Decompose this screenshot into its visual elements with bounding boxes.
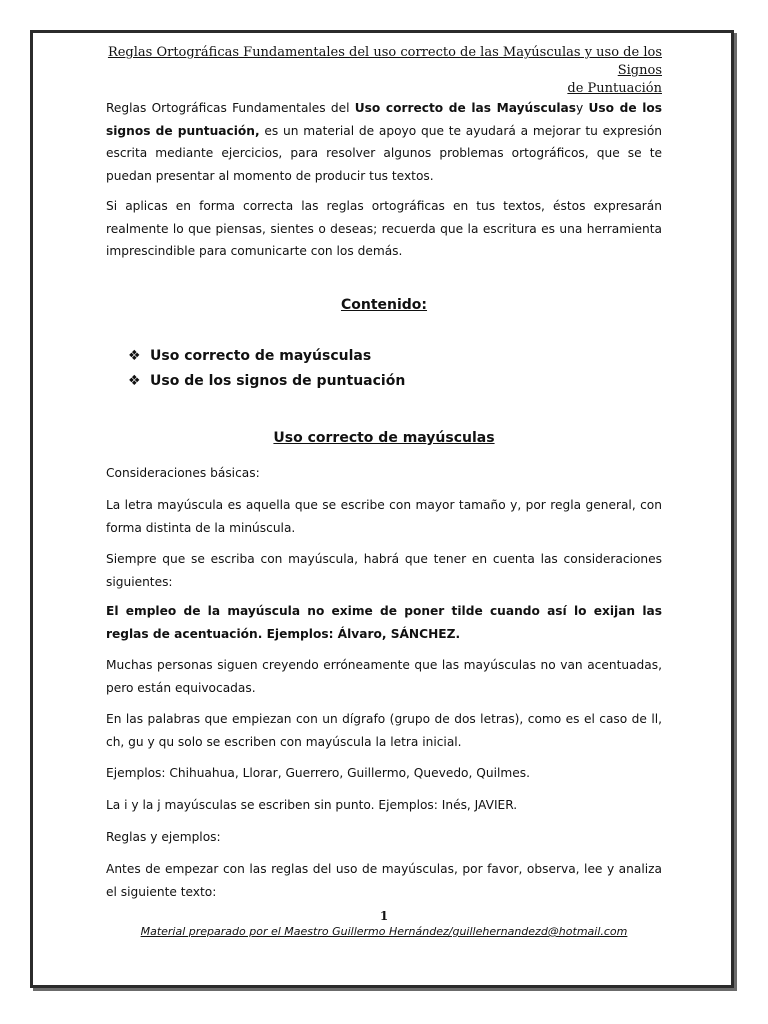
section-paragraph [106,858,662,903]
section-paragraph [106,762,662,785]
intro-paragraph-1 [106,97,662,187]
section-paragraph [106,548,662,593]
intro-text: es un material de apoyo que te ayudará a mejorar tu expresión escrita mediante ejercicios, para resolver algunos problemas ortográficos, que se te puedan presentar al momento de producir tus textos. [106,123,662,183]
list-item-label: Uso correcto de mayúsculas [150,347,372,364]
paragraph-text: La letra mayúscula es aquella que se escribe con mayor tamaño y, por regla general, con forma distinta de la minúscula. [106,498,662,535]
paragraph-text: Muchas personas siguen creyendo erróneamente que las mayúsculas no van acentuadas, pero están equivocadas. [106,658,662,695]
section-paragraph [106,494,662,539]
section-paragraph [106,600,662,645]
contents-list [128,343,405,393]
paragraph-text: En las palabras que empiezan con un dígrafo (grupo de dos letras), como es el caso de ll, ch, gu y qu solo se escriben con mayúscula la letra inicial. [106,712,662,749]
section-heading: Uso correcto de mayúsculas [273,430,495,446]
intro-text-2: Si aplicas en forma correcta las reglas ortográficas en tus textos, éstos expresarán realmente lo que piensas, sientes o deseas; recuerda que la escritura es una herramienta imprescindible para comunicarte con los demás. [106,199,662,258]
intro-bold-signos: Uso de los signos de puntuación, [106,101,663,138]
list-item [128,343,405,368]
section-paragraph [106,826,662,849]
paragraph-text: Reglas y ejemplos: [106,830,221,844]
intro-text: y [576,101,589,115]
intro-bold-mayusculas: Uso correcto de las Mayúsculas [354,101,577,115]
section-paragraph [106,794,662,817]
running-header [106,44,662,98]
section-paragraph [106,708,662,753]
footer-credit: Material preparado por el Maestro Guillermo Hernández/guillehernandezd@hotmail.com [140,925,628,938]
section-paragraph [106,462,662,485]
paragraph-text: Ejemplos: Chihuahua, Llorar, Guerrero, Guillermo, Quevedo, Quilmes. [106,766,530,780]
paragraph-text: Consideraciones básicas: [106,466,260,480]
paragraph-text: Siempre que se escriba con mayúscula, habrá que tener en cuenta las consideraciones siguientes: [106,552,662,589]
paragraph-text: La i y la j mayúsculas se escriben sin punto. Ejemplos: Inés, JAVIER. [106,798,518,812]
diamond-bullet-icon: ❖ [128,372,141,389]
intro-paragraph-2 [106,195,662,263]
list-item-label: Uso de los signos de puntuación [150,372,406,389]
page-number: 1 [379,909,389,923]
header-line-2: de Puntuación [567,81,662,96]
diamond-bullet-icon: ❖ [128,347,141,364]
section-paragraph [106,654,662,699]
list-item [128,368,405,393]
paragraph-text-bold: El empleo de la mayúscula no exime de poner tilde cuando así lo exijan las reglas de acentuación. Ejemplos: Álvaro, SÁNCHEZ. [106,604,662,641]
intro-text: Reglas Ortográficas Fundamentales del [106,101,355,115]
header-line-1: Reglas Ortográficas Fundamentales del uso correcto de las Mayúsculas y uso de los Signos [107,45,662,78]
contents-heading: Contenido: [340,297,428,313]
paragraph-text: Antes de empezar con las reglas del uso de mayúsculas, por favor, observa, lee y analiza el siguiente texto: [106,862,662,899]
